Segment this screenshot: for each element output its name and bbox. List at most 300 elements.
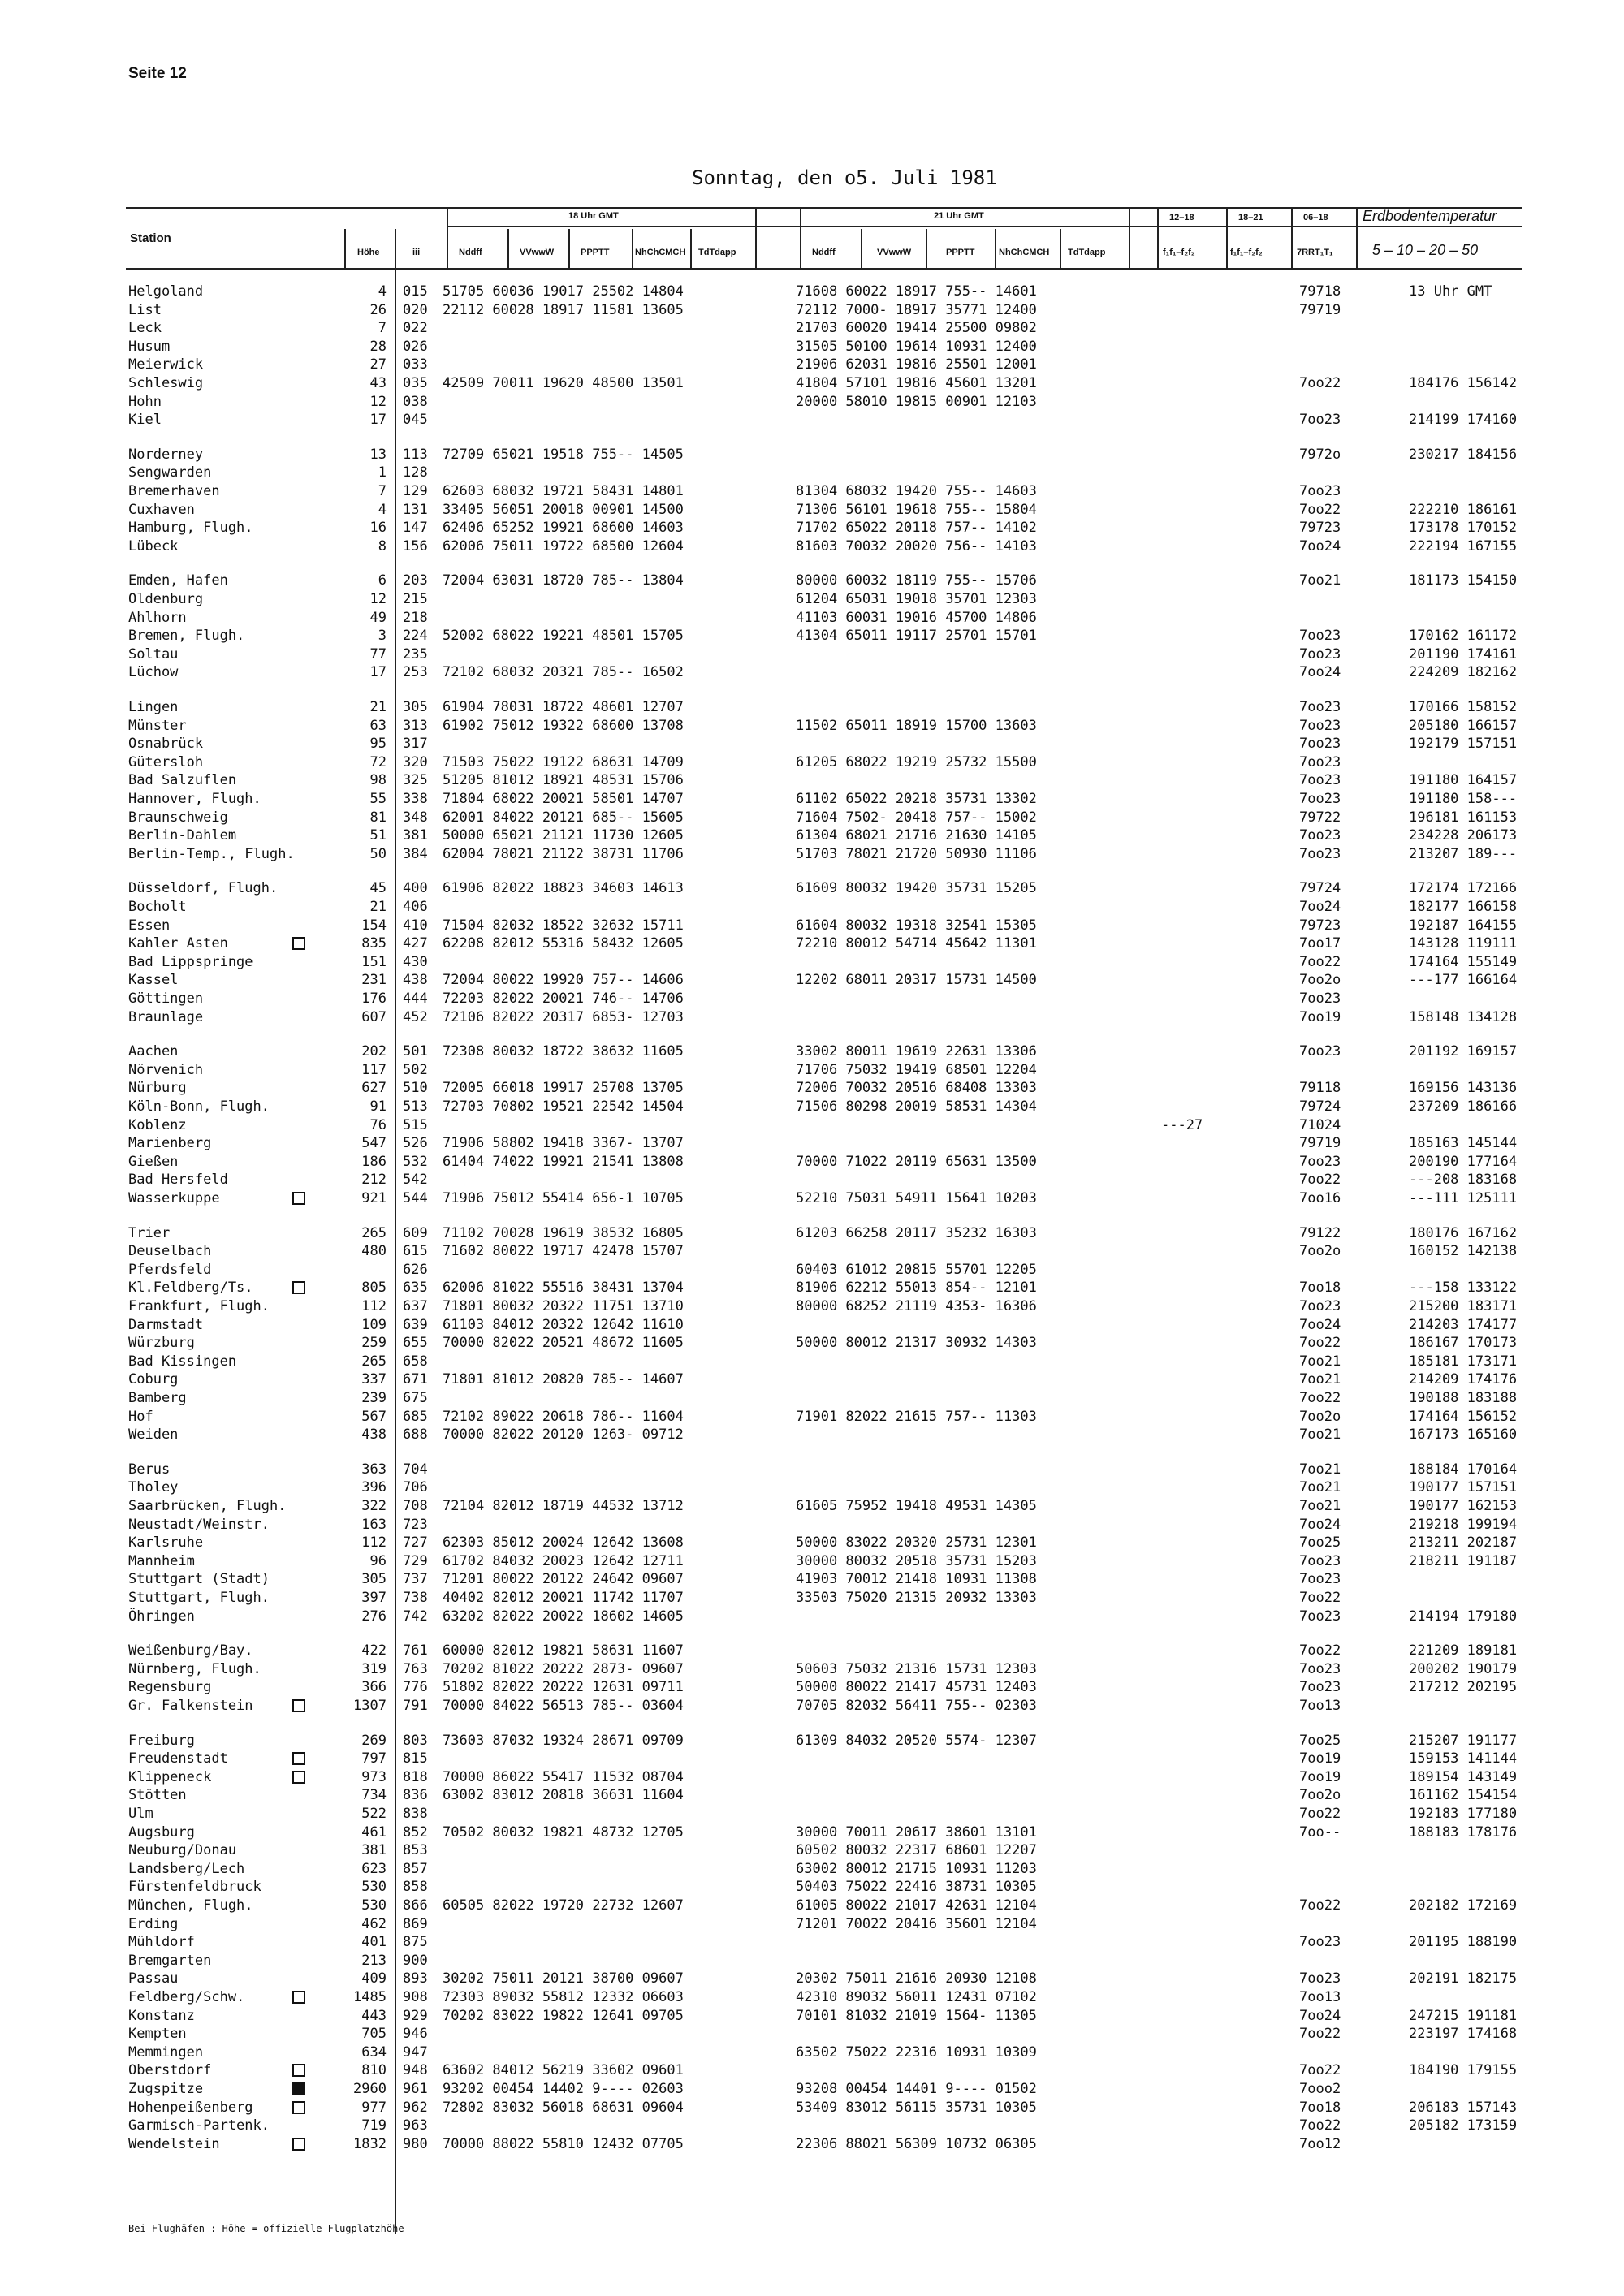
station-id: 963 xyxy=(403,2117,428,2134)
station-height: 95 xyxy=(369,736,387,753)
station-id: 866 xyxy=(403,1897,428,1914)
station-height: 547 xyxy=(361,1135,387,1152)
station-height: 72 xyxy=(369,753,387,770)
data-21-utc: 81603 70032 20020 756-- 14103 xyxy=(796,537,1037,555)
erdboden-values: 184190 179155 xyxy=(1409,2062,1518,2079)
col-06-18-value: 7oo23 xyxy=(1299,412,1341,429)
erdboden-values: 214203 174177 xyxy=(1409,1316,1518,1333)
station-height: 49 xyxy=(369,609,387,626)
station-height: 276 xyxy=(361,1608,387,1625)
station-height: 17 xyxy=(369,664,387,681)
station-id: 836 xyxy=(403,1787,428,1804)
station-id: 763 xyxy=(403,1660,428,1677)
erdboden-values: 189154 143149 xyxy=(1409,1768,1518,1785)
col-06-18-value: 7oo24 xyxy=(1299,537,1341,555)
col-06-18-value: 7oo21 xyxy=(1299,1498,1341,1514)
col-06-18-header: 06–18 xyxy=(1303,213,1328,222)
col-06-18-value: 7oo23 xyxy=(1299,628,1341,645)
col-06-18-value: 7oo21 xyxy=(1299,1371,1341,1388)
col-06-18-value: 7oo23 xyxy=(1299,483,1341,499)
col-06-18-value: 7ooo2 xyxy=(1299,2081,1341,2097)
station-height: 154 xyxy=(361,917,387,934)
station-name: Meierwick xyxy=(128,356,204,373)
station-name: Soltau xyxy=(128,645,179,662)
station-name: Osnabrück xyxy=(128,736,204,753)
station-height: 8 xyxy=(378,537,387,555)
station-id: 962 xyxy=(403,2099,428,2116)
data-21-utc: 72112 7000- 18917 35771 12400 xyxy=(796,301,1037,318)
station-id: 947 xyxy=(403,2044,428,2061)
station-name: Öhringen xyxy=(128,1608,195,1625)
data-18-utc: 60000 82012 19821 58631 11607 xyxy=(443,1642,684,1659)
data-18-utc: 61902 75012 19322 68600 13708 xyxy=(443,717,684,734)
square-icon xyxy=(292,937,305,950)
col-06-18-value: 7oo23 xyxy=(1299,736,1341,753)
col-06-18-value: 7oo-- xyxy=(1299,1823,1341,1841)
data-21-utc: 12202 68011 20317 15731 14500 xyxy=(796,972,1037,989)
data-21-utc: 61205 68022 19219 25732 15500 xyxy=(796,753,1037,770)
data-18-utc: 52002 68022 19221 48501 15705 xyxy=(443,628,684,645)
station-name: Konstanz xyxy=(128,2007,195,2024)
station-height: 973 xyxy=(361,1768,387,1785)
station-name: Mannheim xyxy=(128,1552,195,1569)
station-height: 381 xyxy=(361,1842,387,1859)
station-height: 480 xyxy=(361,1243,387,1260)
station-id: 723 xyxy=(403,1516,428,1533)
erdboden-values: 234228 206173 xyxy=(1409,827,1518,844)
station-height: 1832 xyxy=(353,2135,387,2152)
station-height: 3 xyxy=(378,628,387,645)
station-height: 27 xyxy=(369,356,387,373)
station-id: 035 xyxy=(403,375,428,391)
station-id: 742 xyxy=(403,1608,428,1625)
station-height: 719 xyxy=(361,2117,387,2134)
data-21-utc: 20000 58010 19815 00901 12103 xyxy=(796,393,1037,410)
station-height: 627 xyxy=(361,1080,387,1097)
station-name: Bremen, Flugh. xyxy=(128,628,245,645)
station-id: 438 xyxy=(403,972,428,989)
square-icon xyxy=(292,1752,305,1765)
station-name: München, Flugh. xyxy=(128,1897,253,1914)
data-18-utc: 62006 81022 55516 38431 13704 xyxy=(443,1280,684,1297)
station-name: Hohn xyxy=(128,393,162,410)
erdboden-values: 247215 191181 xyxy=(1409,2007,1518,2024)
data-18-utc: 50000 65021 21121 11730 12605 xyxy=(443,827,684,844)
station-height: 705 xyxy=(361,2026,387,2043)
station-id: 156 xyxy=(403,537,428,555)
col-06-18-value: 7oo19 xyxy=(1299,1008,1341,1025)
data-18-utc: 63202 82022 20022 18602 14605 xyxy=(443,1608,684,1625)
col-06-18-value: 7oo23 xyxy=(1299,1934,1341,1951)
col-06-18-value: 79118 xyxy=(1299,1080,1341,1097)
station-name: Weiden xyxy=(128,1426,179,1444)
col-06-18-value: 7oo23 xyxy=(1299,1043,1341,1060)
station-id: 313 xyxy=(403,717,428,734)
station-height: 977 xyxy=(361,2099,387,2116)
footnote: Bei Flughäfen : Höhe = offizielle Flugplatzhöhe xyxy=(128,2223,404,2234)
station-height: 151 xyxy=(361,953,387,970)
station-name: Bocholt xyxy=(128,899,187,915)
station-name: Berlin-Temp., Flugh. xyxy=(128,845,295,862)
erdboden-values: 191180 164157 xyxy=(1409,772,1518,789)
col-06-18-value: 7oo2o xyxy=(1299,972,1341,989)
station-height: 231 xyxy=(361,972,387,989)
data-21-utc: 71608 60022 18917 755-- 14601 xyxy=(796,283,1037,300)
station-height: 363 xyxy=(361,1461,387,1478)
data-18-utc: 70502 80032 19821 48732 12705 xyxy=(443,1823,684,1841)
data-18-utc: 30202 75011 20121 38700 09607 xyxy=(443,1970,684,1987)
col-06-18-value: 79722 xyxy=(1299,809,1341,826)
col-06-18-value: 79719 xyxy=(1299,1135,1341,1152)
col-06-18-value: 7oo13 xyxy=(1299,1989,1341,2005)
station-id: 818 xyxy=(403,1768,428,1785)
data-21-utc: 22306 88021 56309 10732 06305 xyxy=(796,2135,1037,2152)
col-06-18-value: 7oo23 xyxy=(1299,990,1341,1007)
station-height: 16 xyxy=(369,520,387,537)
data-21-utc: 70000 71022 20119 65631 13500 xyxy=(796,1153,1037,1170)
erdboden-values: 201190 174161 xyxy=(1409,645,1518,662)
station-id: 908 xyxy=(403,1989,428,2005)
station-name: Sengwarden xyxy=(128,464,212,481)
station-id: 147 xyxy=(403,520,428,537)
erdboden-values: 201192 169157 xyxy=(1409,1043,1518,1060)
station-name: Braunlage xyxy=(128,1008,204,1025)
col-06-18-value: 7oo21 xyxy=(1299,572,1341,589)
data-18-utc: 62001 84022 20121 685-- 15605 xyxy=(443,809,684,826)
data-21-utc: 41304 65011 19117 25701 15701 xyxy=(796,628,1037,645)
col-06-18-value: 7oo21 xyxy=(1299,1426,1341,1444)
data-18-utc: 72203 82022 20021 746-- 14706 xyxy=(443,990,684,1007)
data-18-utc: 72102 68032 20321 785-- 16502 xyxy=(443,664,684,681)
station-height: 12 xyxy=(369,393,387,410)
station-id: 852 xyxy=(403,1823,428,1841)
station-header: Station xyxy=(130,231,171,245)
station-id: 838 xyxy=(403,1806,428,1822)
data-18-utc: 93202 00454 14402 9---- 02603 xyxy=(443,2081,684,2097)
col-06-18-value: 7oo23 xyxy=(1299,1552,1341,1569)
page-number: Seite 12 xyxy=(128,65,187,82)
col-06-18-value: 7oo24 xyxy=(1299,899,1341,915)
station-id: 218 xyxy=(403,609,428,626)
data-18-utc: 72102 89022 20618 786-- 11604 xyxy=(443,1408,684,1425)
data-18-utc: 62303 85012 20024 12642 13608 xyxy=(443,1534,684,1552)
col-06-18-value: 7oo22 xyxy=(1299,2062,1341,2079)
data-21-utc: 61309 84032 20520 5574- 12307 xyxy=(796,1732,1037,1749)
station-name: Stötten xyxy=(128,1787,187,1804)
erdboden-values: 222210 186161 xyxy=(1409,501,1518,518)
erdboden-values: 192187 164155 xyxy=(1409,917,1518,934)
station-height: 77 xyxy=(369,645,387,662)
data-18-utc: 72104 82012 18719 44532 13712 xyxy=(443,1498,684,1514)
col-06-18-value: 7oo17 xyxy=(1299,935,1341,952)
station-height: 96 xyxy=(369,1552,387,1569)
data-18-utc: 60505 82022 19720 22732 12607 xyxy=(443,1897,684,1914)
station-name: Stuttgart, Flugh. xyxy=(128,1590,270,1606)
station-id: 626 xyxy=(403,1261,428,1278)
station-id: 615 xyxy=(403,1243,428,1260)
data-21-utc: 61005 80022 21017 42631 12104 xyxy=(796,1897,1037,1914)
station-id: 688 xyxy=(403,1426,428,1444)
station-name: Fürstenfeldbruck xyxy=(128,1879,261,1896)
erdboden-values: 181173 154150 xyxy=(1409,572,1518,589)
erdboden-values: 167173 165160 xyxy=(1409,1426,1518,1444)
station-height: 461 xyxy=(361,1823,387,1841)
station-height: 734 xyxy=(361,1787,387,1804)
col-06-18-value: 79723 xyxy=(1299,520,1341,537)
erdboden-values: 237209 186166 xyxy=(1409,1098,1518,1115)
iii-header: iii xyxy=(412,248,421,257)
col-06-18-value: 7oo12 xyxy=(1299,2135,1341,2152)
erdboden-values: 200202 190179 xyxy=(1409,1660,1518,1677)
col-06-18-value: 7oo22 xyxy=(1299,953,1341,970)
station-height: 265 xyxy=(361,1224,387,1241)
station-name: Karlsruhe xyxy=(128,1534,204,1552)
data-18-utc: 40402 82012 20021 11742 11707 xyxy=(443,1590,684,1606)
col-06-18-value: 7oo23 xyxy=(1299,772,1341,789)
erdboden-values: 190177 157151 xyxy=(1409,1479,1518,1496)
data-21-utc: 61204 65031 19018 35701 12303 xyxy=(796,591,1037,607)
erdboden-values: 214199 174160 xyxy=(1409,412,1518,429)
station-height: 810 xyxy=(361,2062,387,2079)
station-id: 803 xyxy=(403,1732,428,1749)
data-18-utc: 61103 84012 20322 12642 11610 xyxy=(443,1316,684,1333)
data-21-utc: 30000 70011 20617 38601 13101 xyxy=(796,1823,1037,1841)
station-name: Braunschweig xyxy=(128,809,228,826)
station-name: Helgoland xyxy=(128,283,204,300)
station-name: Berlin-Dahlem xyxy=(128,827,237,844)
station-height: 319 xyxy=(361,1660,387,1677)
station-height: 607 xyxy=(361,1008,387,1025)
station-height: 176 xyxy=(361,990,387,1007)
data-18-utc: 62004 78021 21122 38731 11706 xyxy=(443,845,684,862)
data-21-utc: 72210 80012 54714 45642 11301 xyxy=(796,935,1037,952)
station-height: 401 xyxy=(361,1934,387,1951)
data-21-utc: 50000 80012 21317 30932 14303 xyxy=(796,1335,1037,1352)
station-name: Kassel xyxy=(128,972,179,989)
station-name: Berus xyxy=(128,1461,171,1478)
station-name: Freudenstadt xyxy=(128,1750,228,1767)
station-id: 113 xyxy=(403,446,428,463)
station-id: 406 xyxy=(403,899,428,915)
station-id: 038 xyxy=(403,393,428,410)
station-name: Bremgarten xyxy=(128,1952,212,1969)
erdboden-values: 13 Uhr GMT xyxy=(1409,283,1492,300)
square-icon xyxy=(292,1991,305,2004)
erdboden-values: 169156 143136 xyxy=(1409,1080,1518,1097)
station-id: 015 xyxy=(403,283,428,300)
data-21-utc: 72006 70032 20516 68408 13303 xyxy=(796,1080,1037,1097)
erdboden-values: 161162 154154 xyxy=(1409,1787,1518,1804)
station-id: 727 xyxy=(403,1534,428,1552)
erdboden-values: 143128 119111 xyxy=(1409,935,1518,952)
station-name: Weißenburg/Bay. xyxy=(128,1642,253,1659)
col-06-18-value: 7oo22 xyxy=(1299,501,1341,518)
data-18-utc: 62406 65252 19921 68600 14603 xyxy=(443,520,684,537)
station-name: Gießen xyxy=(128,1153,179,1170)
vvwww-18-header: VVwwW xyxy=(520,248,555,257)
data-18-utc: 72005 66018 19917 25708 13705 xyxy=(443,1080,684,1097)
station-height: 26 xyxy=(369,301,387,318)
station-id: 542 xyxy=(403,1172,428,1189)
station-id: 384 xyxy=(403,845,428,862)
station-height: 45 xyxy=(369,880,387,897)
data-21-utc: 61304 68021 21716 21630 14105 xyxy=(796,827,1037,844)
station-height: 117 xyxy=(361,1061,387,1078)
station-name: Düsseldorf, Flugh. xyxy=(128,880,279,897)
station-name: Coburg xyxy=(128,1371,179,1388)
data-18-utc: 72106 82022 20317 6853- 12703 xyxy=(443,1008,684,1025)
station-name: Wasserkuppe xyxy=(128,1190,220,1206)
station-name: Gr. Falkenstein xyxy=(128,1698,253,1714)
station-height: 76 xyxy=(369,1116,387,1133)
erdboden-values: 214194 179180 xyxy=(1409,1608,1518,1625)
data-21-utc: 21906 62031 19816 25501 12001 xyxy=(796,356,1037,373)
col-06-18-value: 7oo23 xyxy=(1299,827,1341,844)
data-18-utc: 72004 80022 19920 757-- 14606 xyxy=(443,972,684,989)
data-18-utc: 71504 82032 18522 32632 15711 xyxy=(443,917,684,934)
data-21-utc: 71702 65022 20118 757-- 14102 xyxy=(796,520,1037,537)
station-name: Essen xyxy=(128,917,171,934)
erdboden-depths: 5 – 10 – 20 – 50 xyxy=(1372,242,1479,258)
data-18-utc: 70000 88022 55810 12432 07705 xyxy=(443,2135,684,2152)
square-icon xyxy=(292,1699,305,1712)
station-name: Gütersloh xyxy=(128,753,204,770)
col-06-18-value: 7oo25 xyxy=(1299,1732,1341,1749)
erdboden-values: 223197 174168 xyxy=(1409,2026,1518,2043)
data-21-utc: 30000 80032 20518 35731 15203 xyxy=(796,1552,1037,1569)
erdboden-values: 185181 173171 xyxy=(1409,1353,1518,1370)
station-name: Hof xyxy=(128,1408,153,1425)
erdboden-values: 196181 161153 xyxy=(1409,809,1518,826)
erdboden-values: 160152 142138 xyxy=(1409,1243,1518,1260)
data-21-utc: 61605 75952 19418 49531 14305 xyxy=(796,1498,1037,1514)
station-name: Trier xyxy=(128,1224,171,1241)
station-height: 55 xyxy=(369,791,387,807)
col-06-18-value: 79724 xyxy=(1299,1098,1341,1115)
col-12-18-value: ---27 xyxy=(1161,1116,1203,1133)
station-height: 6 xyxy=(378,572,387,589)
data-18-utc: 72308 80032 18722 38632 11605 xyxy=(443,1043,684,1060)
station-name: Freiburg xyxy=(128,1732,195,1749)
station-height: 163 xyxy=(361,1516,387,1533)
col-06-18-value: 7oo22 xyxy=(1299,1390,1341,1406)
station-height: 17 xyxy=(369,412,387,429)
data-18-utc: 70000 84022 56513 785-- 03604 xyxy=(443,1698,684,1714)
col-06-18-value: 7oo22 xyxy=(1299,375,1341,391)
station-id: 325 xyxy=(403,772,428,789)
station-id: 853 xyxy=(403,1842,428,1859)
station-id: 131 xyxy=(403,501,428,518)
col-06-18-value: 7oo22 xyxy=(1299,2117,1341,2134)
station-id: 704 xyxy=(403,1461,428,1478)
station-name: Hamburg, Flugh. xyxy=(128,520,253,537)
station-id: 639 xyxy=(403,1316,428,1333)
col-06-18-value: 7oo23 xyxy=(1299,1660,1341,1677)
station-name: Feldberg/Schw. xyxy=(128,1989,245,2005)
station-name: Memmingen xyxy=(128,2044,204,2061)
station-height: 322 xyxy=(361,1498,387,1514)
station-height: 462 xyxy=(361,1915,387,1932)
data-21-utc: 33002 80011 19619 22631 13306 xyxy=(796,1043,1037,1060)
data-21-utc: 52210 75031 54911 15641 10203 xyxy=(796,1190,1037,1206)
col-f1-header: f₁f₁–f₂f₂ xyxy=(1163,248,1195,257)
data-18-utc: 61906 82022 18823 34603 14613 xyxy=(443,880,684,897)
station-id: 215 xyxy=(403,591,428,607)
station-height: 4 xyxy=(378,501,387,518)
station-name: Köln-Bonn, Flugh. xyxy=(128,1098,270,1115)
erdboden-values: 158148 134128 xyxy=(1409,1008,1518,1025)
erdboden-values: 170166 158152 xyxy=(1409,699,1518,715)
col-06-18-value: 7972o xyxy=(1299,446,1341,463)
erdboden-values: 185163 145144 xyxy=(1409,1135,1518,1152)
station-height: 43 xyxy=(369,375,387,391)
station-height: 522 xyxy=(361,1806,387,1822)
data-18-utc: 63602 84012 56219 33602 09601 xyxy=(443,2062,684,2079)
station-name: Stuttgart (Stadt) xyxy=(128,1571,270,1588)
station-height: 530 xyxy=(361,1879,387,1896)
station-name: Erding xyxy=(128,1915,179,1932)
erdboden-values: 190177 162153 xyxy=(1409,1498,1518,1514)
station-height: 422 xyxy=(361,1642,387,1659)
station-id: 635 xyxy=(403,1280,428,1297)
erdboden-values: 218211 191187 xyxy=(1409,1552,1518,1569)
erdboden-values: 159153 141144 xyxy=(1409,1750,1518,1767)
col-06-18-value: 7oo18 xyxy=(1299,1280,1341,1297)
col-06-18-value: 7oo18 xyxy=(1299,2099,1341,2116)
nddff-21-header: Nddff xyxy=(812,248,836,257)
erdboden-values: 200190 177164 xyxy=(1409,1153,1518,1170)
col-06-18-value: 7oo2o xyxy=(1299,1408,1341,1425)
data-18-utc: 61404 74022 19921 21541 13808 xyxy=(443,1153,684,1170)
col-06-18-value: 79719 xyxy=(1299,301,1341,318)
station-height: 265 xyxy=(361,1353,387,1370)
erdboden-values: 213211 202187 xyxy=(1409,1534,1518,1552)
erdboden-values: 191180 158--- xyxy=(1409,791,1518,807)
square-icon xyxy=(292,2138,305,2151)
station-id: 502 xyxy=(403,1061,428,1078)
station-height: 21 xyxy=(369,699,387,715)
col-06-18-value: 7oo23 xyxy=(1299,1970,1341,1987)
erdboden-values: ---158 133122 xyxy=(1409,1280,1518,1297)
station-name: Kiel xyxy=(128,412,162,429)
station-name: Deuselbach xyxy=(128,1243,212,1260)
station-id: 427 xyxy=(403,935,428,952)
data-18-utc: 62208 82012 55316 58432 12605 xyxy=(443,935,684,952)
data-18-utc: 70000 86022 55417 11532 08704 xyxy=(443,1768,684,1785)
data-21-utc: 71201 70022 20416 35601 12104 xyxy=(796,1915,1037,1932)
station-id: 305 xyxy=(403,699,428,715)
data-21-utc: 70101 81032 21019 1564- 11305 xyxy=(796,2007,1037,2024)
station-id: 532 xyxy=(403,1153,428,1170)
data-18-utc: 70000 82022 20521 48672 11605 xyxy=(443,1335,684,1352)
station-id: 737 xyxy=(403,1571,428,1588)
station-id: 675 xyxy=(403,1390,428,1406)
station-id: 893 xyxy=(403,1970,428,1987)
station-id: 875 xyxy=(403,1934,428,1951)
vvwww-21-header: VVwwW xyxy=(877,248,912,257)
square-icon xyxy=(292,1281,305,1294)
station-height: 269 xyxy=(361,1732,387,1749)
data-18-utc: 70202 81022 20222 2873- 09607 xyxy=(443,1660,684,1677)
station-id: 203 xyxy=(403,572,428,589)
station-name: Darmstadt xyxy=(128,1316,204,1333)
erdboden-values: 202182 172169 xyxy=(1409,1897,1518,1914)
col-06-18-value: 7oo23 xyxy=(1299,1571,1341,1588)
station-id: 671 xyxy=(403,1371,428,1388)
station-id: 515 xyxy=(403,1116,428,1133)
station-name: Lingen xyxy=(128,699,179,715)
erdboden-values: ---208 183168 xyxy=(1409,1172,1518,1189)
